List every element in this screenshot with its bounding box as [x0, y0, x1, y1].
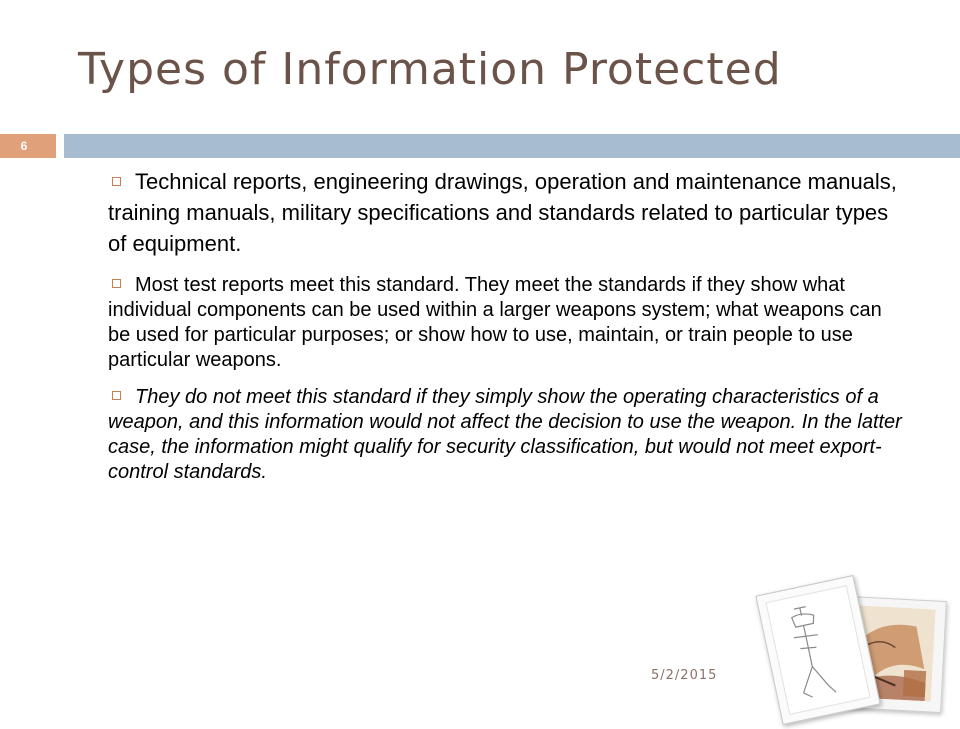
square-bullet-icon — [112, 391, 121, 400]
bullet-text: Most test reports meet this standard. They meet the standards if they show what individual components can be used within a larger weapons system; what weapons can be used for particular purposes; or show how to use, maintain, or train people to use particular weapons. — [108, 274, 882, 371]
square-bullet-icon — [112, 177, 121, 186]
slide-number: 6 — [20, 139, 28, 153]
slide-title: Types of Information Protected — [78, 44, 782, 95]
bullet-item — [108, 273, 908, 373]
square-bullet-icon — [112, 279, 121, 288]
slide-content — [108, 166, 908, 485]
bullet-text: Technical reports, engineering drawings, operation and maintenance manuals, training manuals, military specifications and standards related to particular types of equipment. — [108, 169, 897, 256]
title-rule — [64, 134, 960, 158]
slide-date: 5/2/2015 — [651, 668, 718, 683]
bullet-item — [108, 385, 908, 485]
bullet-text: They do not meet this standard if they simply show the operating characteristics of a weapon, and this information would not affect the decision to use the weapon. In the latter case, the information might qualify for security classification, but would not meet export-control standards. — [108, 386, 902, 483]
bullet-item — [108, 166, 908, 259]
